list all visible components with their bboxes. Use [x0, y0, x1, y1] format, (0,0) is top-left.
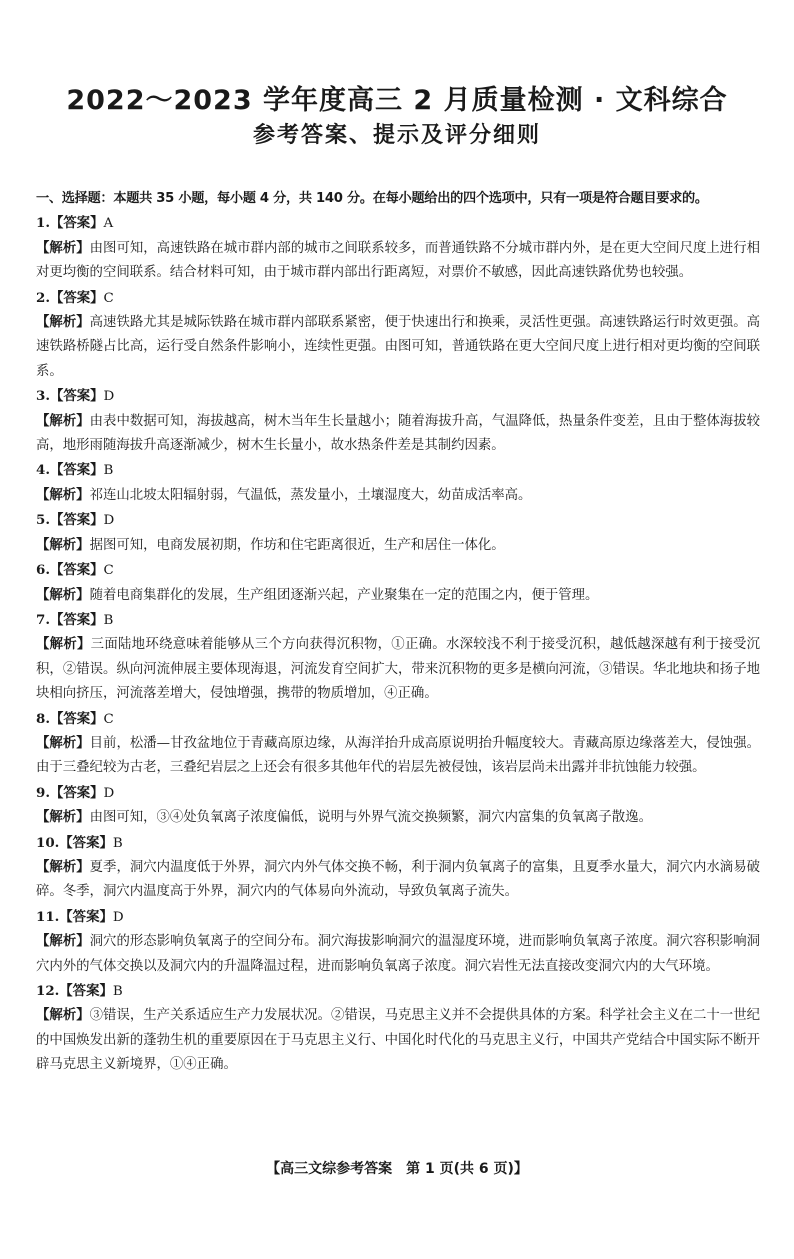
explanation [36, 856, 760, 905]
explanation-text: 祁连山北坡太阳辐射弱，气温低，蒸发量小，土壤湿度大，幼苗成活率高。 [89, 487, 532, 503]
answer-tag: 【答案】 [49, 513, 104, 529]
question-number: 4. [36, 462, 50, 479]
answer-line [36, 211, 760, 236]
answer-line [36, 831, 760, 856]
question-item [36, 979, 760, 1078]
explanation-tag: 【解析】 [36, 315, 90, 331]
explanation [36, 633, 760, 706]
explanation [36, 584, 760, 608]
section-heading: 一、选择题：本题共 35 小题，每小题 4 分，共 140 分。在每小题给出的四个选项中，只有一项是符合题目要求的。 [36, 191, 708, 206]
explanation-tag: 【解析】 [36, 934, 90, 950]
question-number: 2. [36, 289, 50, 306]
answer-line [36, 508, 760, 533]
answer-value: C [103, 563, 114, 579]
answer-line [36, 905, 760, 930]
answer-tag: 【答案】 [59, 835, 113, 851]
explanation-tag: 【解析】 [36, 735, 90, 751]
answer-line [36, 286, 760, 311]
question-number: 9. [36, 784, 50, 801]
explanation-tag: 【解析】 [36, 240, 90, 256]
answer-line [36, 458, 760, 483]
answer-value: B [112, 984, 123, 999]
question-item [36, 384, 760, 458]
answer-value: D [103, 389, 115, 405]
explanation-text: 随着电商集群化的发展，生产组团逐渐兴起，产业聚集在一定的范围之内，便于管理。 [89, 587, 599, 603]
explanation-text: ③错误，生产关系适应生产力发展状况。②错误，马克思主义并不会提供具体的方案。科学社会主义在二十一世纪的中国焕发出新的蓬勃生机的重要原因在于马克思主义行、中国化时代化的马克思主义行，中国共产党结合中国实际不断开辟马克思主义新境界，①④正确。 [36, 1008, 761, 1073]
question-item [36, 831, 760, 905]
question-item [36, 905, 760, 979]
answer-value: B [103, 612, 114, 628]
explanation [36, 237, 760, 286]
question-number: 7. [36, 611, 50, 628]
question-number: 8. [36, 710, 50, 727]
answer-line [36, 979, 760, 1004]
question-item [36, 286, 760, 385]
explanation [36, 534, 760, 558]
answer-tag: 【答案】 [49, 563, 104, 579]
explanation-tag: 【解析】 [36, 413, 90, 429]
explanation-tag: 【解析】 [36, 810, 90, 826]
explanation [36, 484, 760, 508]
answer-tag: 【答案】 [49, 389, 104, 405]
answer-tag: 【答案】 [49, 216, 104, 232]
answer-line [36, 608, 760, 633]
answer-value: C [103, 711, 114, 727]
explanation [36, 930, 760, 979]
answer-value: C [103, 290, 114, 306]
explanation-text: 夏季，洞穴内温度低于外界，洞穴内外气体交换不畅，利于洞内负氧离子的富集，且夏季水量大，洞穴内水滴易破碎。冬季，洞穴内温度高于外界，洞穴内的气体易向外流动，导致负氧离子流失。 [36, 859, 761, 900]
answer-tag: 【答案】 [59, 984, 113, 999]
question-number: 5. [36, 512, 50, 529]
explanation [36, 311, 760, 384]
question-item [36, 707, 760, 781]
question-list [36, 211, 760, 1077]
explanation [36, 410, 760, 459]
explanation-text: 由表中数据可知，海拔越高，树木当年生长量越小；随着海拔升高，气温降低，热量条件变差，且由于整体海拔较高，地形雨随海拔升高逐渐减少，树木生长量小，故水热条件差是其制约因素。 [36, 413, 761, 454]
question-item [36, 558, 760, 608]
answer-tag: 【答案】 [49, 612, 104, 628]
explanation-text: 高速铁路尤其是城际铁路在城市群内部联系紧密，便于快速出行和换乘，灵活性更强。高速铁路运行时效更强。高速铁路桥隧占比高，运行受自然条件影响小，连续性更强。由图可知，普通铁路在更大空间尺度上进行相对更均衡的空间联系。 [36, 315, 761, 379]
explanation-tag: 【解析】 [36, 1008, 90, 1024]
question-number: 1. [36, 215, 50, 232]
question-number: 12. [36, 983, 60, 999]
question-item [36, 508, 760, 558]
explanation-text: 目前，松潘—甘孜盆地位于青藏高原边缘，从海洋抬升成高原说明抬升幅度较大。青藏高原边缘落差大，侵蚀强。由于三叠纪较为古老，三叠纪岩层之上还会有很多其他年代的岩层先被侵蚀，该岩层尚未出露并非抗蚀能力较强。 [36, 735, 761, 776]
answer-tag: 【答案】 [49, 290, 104, 306]
explanation [36, 806, 760, 830]
answer-tag: 【答案】 [59, 909, 113, 925]
answer-content [36, 187, 760, 1078]
answer-tag: 【答案】 [49, 711, 104, 727]
answer-value: B [103, 463, 114, 479]
explanation [36, 732, 760, 781]
answer-line [36, 781, 760, 806]
explanation-text: 洞穴的形态影响负氧离子的空间分布。洞穴海拔影响洞穴的温湿度环境，进而影响负氧离子浓度。洞穴容积影响洞穴内外的气体交换以及洞穴内的升温降温过程，进而影响负氧离子浓度。洞穴岩性无法直接改变洞穴内的大气环境。 [36, 934, 761, 974]
explanation-tag: 【解析】 [36, 487, 90, 503]
page-footer: 【高三文综参考答案 第 1 页(共 6 页)】 [266, 1161, 528, 1177]
answer-value: A [103, 216, 114, 232]
question-number: 11. [36, 908, 60, 925]
answer-line [36, 707, 760, 732]
explanation-tag: 【解析】 [36, 537, 90, 553]
answer-value: D [103, 513, 115, 529]
question-item [36, 781, 760, 831]
answer-line [36, 558, 760, 583]
explanation [36, 1004, 760, 1077]
explanation-text: 据图可知，电商发展初期，作坊和住宅距离很近，生产和居住一体化。 [89, 537, 505, 553]
explanation-tag: 【解析】 [36, 637, 91, 653]
explanation-tag: 【解析】 [36, 859, 90, 875]
explanation-tag: 【解析】 [36, 587, 90, 603]
answer-value: D [103, 785, 115, 801]
explanation-text: 由图可知，③④处负氧离子浓度偏低，说明与外界气流交换频繁，洞穴内富集的负氧离子散逸。 [89, 810, 652, 826]
question-item [36, 458, 760, 508]
question-number: 10. [36, 834, 60, 851]
answer-line [36, 384, 760, 409]
answer-tag: 【答案】 [49, 463, 104, 479]
question-number: 6. [36, 562, 50, 579]
answer-tag: 【答案】 [49, 785, 104, 801]
explanation-text: 由图可知，高速铁路在城市群内部的城市之间联系较多，而普通铁路不分城市群内外，是在更大空间尺度上进行相对更均衡的空间联系。结合材料可知，由于城市群内部出行距离短，对票价不敏感，因此高速铁路优势也较强。 [36, 240, 761, 281]
question-item [36, 211, 760, 285]
document-title: 2022～2023 学年度高三 2 月质量检测 · 文科综合 [66, 85, 728, 116]
question-number: 3. [36, 388, 50, 405]
question-item [36, 608, 760, 707]
answer-value: D [112, 909, 124, 925]
answer-value: B [112, 835, 123, 851]
document-subtitle: 参考答案、提示及评分细则 [252, 123, 541, 148]
explanation-text: 三面陆地环绕意味着能够从三个方向获得沉积物，①正确。水深较浅不利于接受沉积，越低越深越有利于接受沉积，②错误。纵向河流伸展主要体现海退，河流发育空间扩大，带来沉积物的更多是横向河流，③错误。华北地块和扬子地块相向挤压，河流落差增大，侵蚀增强，携带的物质增加，④正确。 [36, 637, 761, 702]
